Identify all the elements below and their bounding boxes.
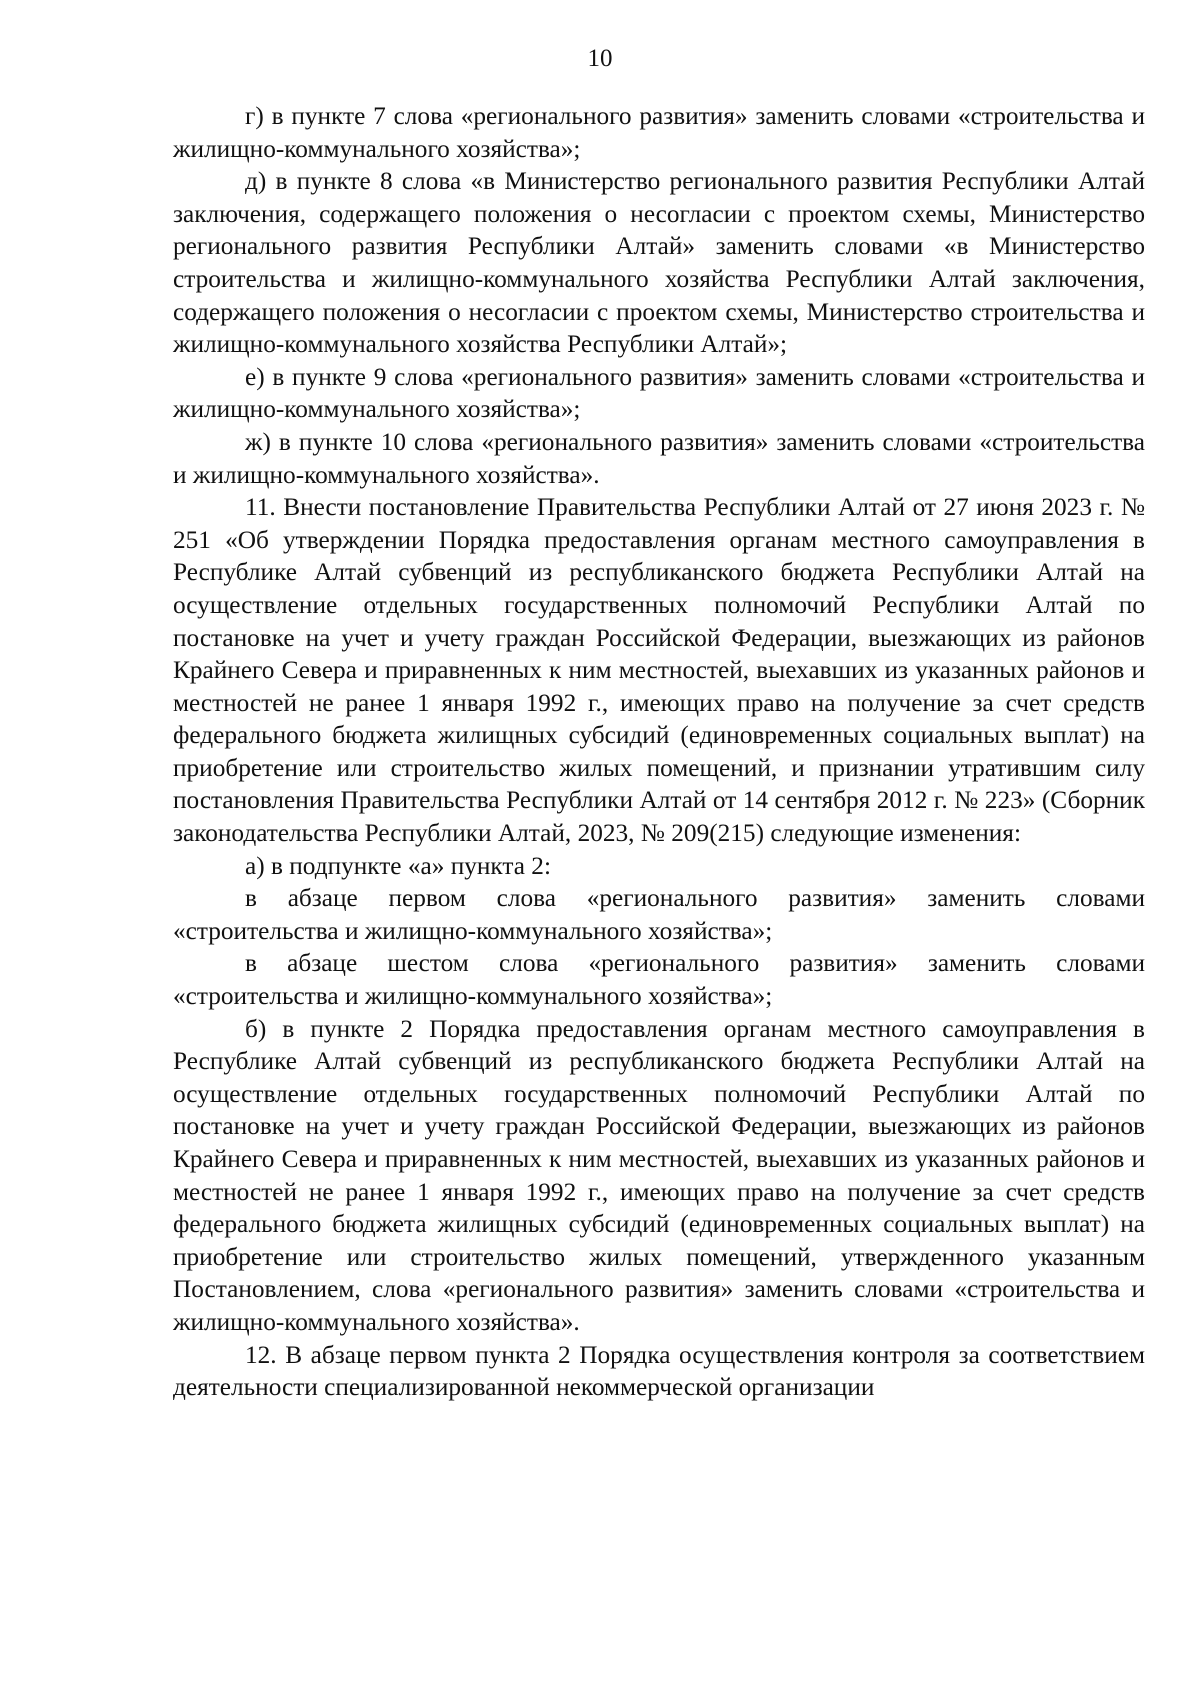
paragraph-a-subitem: а) в подпункте «а» пункта 2: — [245, 851, 551, 880]
paragraph-g-item-7: г) в пункте 7 слова «регионального развития» заменить словами «строительства и жилищно-коммунального хозяйства»; — [173, 102, 1145, 163]
paragraph-e-item-9: е) в пункте 9 слова «регионального развития» заменить словами «строительства и жилищно-коммунального хозяйства»; — [173, 362, 1145, 424]
paragraph-b-item-2: б) в пункте 2 Порядка предоставления органам местного самоуправления в Республике Алтай субвенций из республиканского бюджета Республики Алтай на осуществление отдельных государственных полномочий Республики Алтай по постановке на учет и учету граждан Российской Федерации, выезжающих из районов Крайнего Севера и приравненных к ним местностей, выехавших из указанных районов и местностей не ранее 1 января 1992 г., имеющих право на получение за счет средств федерального бюджета жилищных субсидий (единовременных социальных выплат) на приобретение или строительство жилых помещений, утвержденного указанным Постановлением, слова «регионального развития» заменить словами «строительства и жилищно-коммунального хозяйства». — [173, 1014, 1145, 1336]
page-number: 10 — [587, 45, 613, 72]
paragraph-sixth-abzats: в абзаце шестом слова «регионального развития» заменить словами «строительства и жилищно-коммунального хозяйства»; — [173, 949, 1145, 1011]
paragraph-11: 11. Внести постановление Правительства Республики Алтай от 27 июня 2023 г. № 251 «Об утверждении Порядка предоставления органам местного самоуправления в Республике Алтай субвенций из республиканского бюджета Республики Алтай на осуществление отдельных государственных полномочий Республики Алтай по постановке на учет и учету граждан Российской Федерации, выезжающих из районов Крайнего Севера и приравненных к ним местностей, выехавших из указанных районов и местностей не ранее 1 января 1992 г., имеющих право на получение за счет средств федерального бюджета жилищных субсидий (единовременных социальных выплат) на приобретение или строительство жилых помещений, и признании утратившим силу постановления Правительства Республики Алтай от 14 сентября 2012 г. № 223» (Сборник законодательства Республики Алтай, 2023, № 209(215) следующие изменения: — [173, 493, 1145, 848]
paragraph-zh-item-10: ж) в пункте 10 слова «регионального развития» заменить словами «строительства и жилищно-коммунального хозяйства». — [173, 427, 1145, 489]
paragraph-first-abzats: в абзаце первом слова «регионального развития» заменить словами «строительства и жилищно-коммунального хозяйства»; — [173, 884, 1145, 945]
paragraph-12: 12. В абзаце первом пункта 2 Порядка осуществления контроля за соответствием деятельности специализированной некоммерческой организации — [173, 1340, 1145, 1402]
paragraph-d-item-8: д) в пункте 8 слова «в Министерство регионального развития Республики Алтай заключения, содержащего положения о несогласии с проектом схемы, Министерство регионального развития Республики Алтай» заменить словами «в Министерство строительства и жилищно-коммунального хозяйства Республики Алтай заключения, содержащего положения о несогласии с проектом схемы, Министерство строительства и жилищно-коммунального хозяйства Республики Алтай»; — [173, 167, 1145, 359]
document-body — [173, 100, 1145, 1404]
